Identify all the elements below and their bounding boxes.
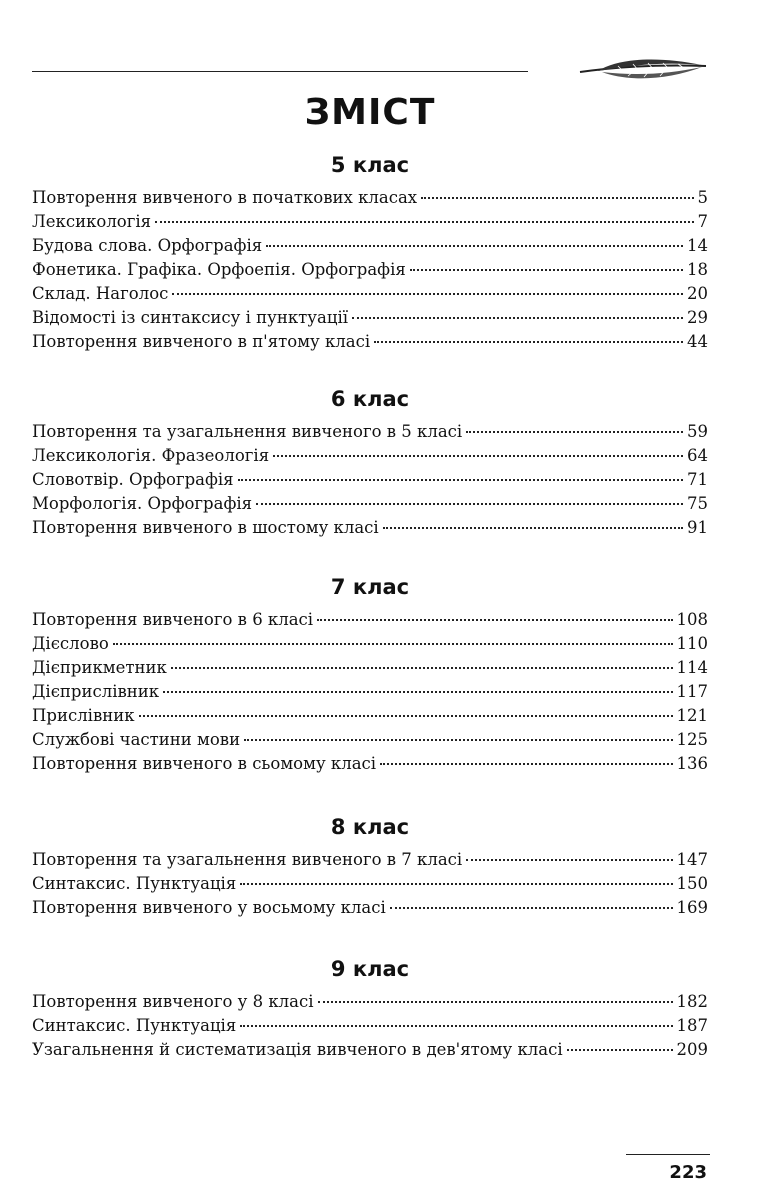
toc-entry-page: 18 [687,260,708,279]
toc-entry-title: Морфологія. Орфографія [32,494,253,513]
toc-entry-title: Повторення вивченого в 6 класі [32,610,314,629]
toc-entry-page: 20 [687,284,708,303]
toc-entry-page: 44 [687,332,708,351]
dot-leader [171,667,673,669]
toc-entry-title: Повторення вивченого в сьомому класі [32,754,377,773]
toc-entry-title: Синтаксис. Пунктуація [32,874,237,893]
toc-section [32,150,708,354]
toc-entry-title: Лексикологія [32,212,152,231]
toc-entry-page: 7 [697,212,708,231]
toc-entry-page: 114 [676,658,708,677]
toc-entry[interactable] [32,632,708,656]
toc-section [32,572,708,776]
dot-leader [390,907,673,909]
dot-leader [317,619,672,621]
toc-section [32,812,708,920]
toc-entry[interactable] [32,848,708,872]
toc-entry[interactable] [32,608,708,632]
dot-leader [266,245,683,247]
page-number: 223 [669,1162,707,1183]
toc-entry[interactable] [32,282,708,306]
toc-entry-page: 150 [676,874,708,893]
toc-list [32,848,708,920]
toc-entry-page: 169 [676,898,708,917]
section-heading: 7 клас [330,575,410,599]
toc-list [32,608,708,776]
toc-entry[interactable] [32,444,708,468]
toc-entry-page: 108 [676,610,708,629]
toc-entry-title: Повторення вивченого в п'ятому класі [32,332,371,351]
toc-list [32,990,708,1062]
dot-leader [139,715,673,717]
toc-entry[interactable] [32,680,708,704]
toc-entry-title: Повторення вивченого в шостому класі [32,518,379,537]
toc-entry-title: Синтаксис. Пунктуація [32,1016,237,1035]
toc-entry[interactable] [32,492,708,516]
toc-entry-title: Службові частини мови [32,730,241,749]
toc-entry-page: 91 [687,518,708,537]
toc-entry-title: Відомості із синтаксису і пунктуації [32,308,348,327]
dot-leader [374,341,683,343]
toc-entry-title: Дієприслівник [32,682,160,701]
toc-entry[interactable] [32,258,708,282]
toc-entry[interactable] [32,1038,708,1062]
toc-entry-title: Повторення вивченого в початкових класах [32,188,418,207]
toc-entry-title: Повторення та узагальнення вивченого в 7 класі [32,850,463,869]
dot-leader [238,479,683,481]
toc-entry[interactable] [32,210,708,234]
toc-entry-page: 121 [676,706,708,725]
toc-entry-page: 125 [676,730,708,749]
toc-entry-page: 209 [676,1040,708,1059]
dot-leader [421,197,693,199]
dot-leader [352,317,683,319]
toc-entry-page: 136 [676,754,708,773]
toc-entry-page: 14 [687,236,708,255]
toc-list [32,420,708,540]
toc-entry[interactable] [32,656,708,680]
section-heading: 5 клас [330,153,410,177]
dot-leader [155,221,693,223]
section-heading: 9 клас [330,957,410,981]
toc-entry[interactable] [32,330,708,354]
dot-leader [466,859,672,861]
toc-entry[interactable] [32,872,708,896]
toc-entry[interactable] [32,306,708,330]
toc-entry-title: Повторення та узагальнення вивченого в 5 класі [32,422,463,441]
toc-entry-title: Узагальнення й систематизація вивченого в дев'ятому класі [32,1040,563,1059]
footer-rule [626,1154,710,1155]
toc-entry-title: Прислівник [32,706,135,725]
toc-entry-page: 5 [697,188,708,207]
section-heading: 8 клас [330,815,410,839]
toc-list [32,186,708,354]
header-rule [32,71,528,72]
toc-entry[interactable] [32,752,708,776]
toc-entry[interactable] [32,990,708,1014]
section-heading: 6 клас [330,387,410,411]
toc-entry-page: 59 [687,422,708,441]
toc-entry[interactable] [32,234,708,258]
dot-leader [240,883,672,885]
toc-entry-page: 147 [676,850,708,869]
toc-entry-page: 110 [676,634,708,653]
toc-entry-page: 117 [676,682,708,701]
toc-entry[interactable] [32,420,708,444]
dot-leader [318,1001,673,1003]
page-title: ЗМІСТ [304,92,436,133]
toc-section [32,384,708,540]
toc-entry-title: Словотвір. Орфографія [32,470,234,489]
toc-entry-page: 29 [687,308,708,327]
toc-entry-title: Дієслово [32,634,109,653]
dot-leader [410,269,683,271]
dot-leader [380,763,672,765]
toc-entry-page: 64 [687,446,708,465]
toc-entry-page: 187 [676,1016,708,1035]
toc-entry[interactable] [32,468,708,492]
dot-leader [172,293,683,295]
dot-leader [256,503,683,505]
toc-section [32,954,708,1062]
dot-leader [273,455,683,457]
toc-entry[interactable] [32,704,708,728]
toc-entry-page: 75 [687,494,708,513]
dot-leader [466,431,683,433]
dot-leader [567,1049,673,1051]
dot-leader [383,527,683,529]
dot-leader [240,1025,672,1027]
toc-entry-title: Повторення вивченого у восьмому класі [32,898,386,917]
toc-entry-page: 71 [687,470,708,489]
dot-leader [244,739,672,741]
toc-entry-title: Лексикологія. Фразеологія [32,446,270,465]
toc-entry-title: Будова слова. Орфографія [32,236,263,255]
toc-entry-title: Дієприкметник [32,658,167,677]
toc-entry[interactable] [32,728,708,752]
toc-entry-title: Склад. Наголос [32,284,169,303]
toc-entry-title: Фонетика. Графіка. Орфоепія. Орфографія [32,260,406,279]
toc-entry[interactable] [32,1014,708,1038]
toc-entry[interactable] [32,516,708,540]
toc-entry[interactable] [32,896,708,920]
toc-entry-title: Повторення вивченого у 8 класі [32,992,314,1011]
feather-ornament-icon [578,56,708,84]
dot-leader [163,691,672,693]
dot-leader [113,643,673,645]
toc-entry[interactable] [32,186,708,210]
toc-entry-page: 182 [676,992,708,1011]
